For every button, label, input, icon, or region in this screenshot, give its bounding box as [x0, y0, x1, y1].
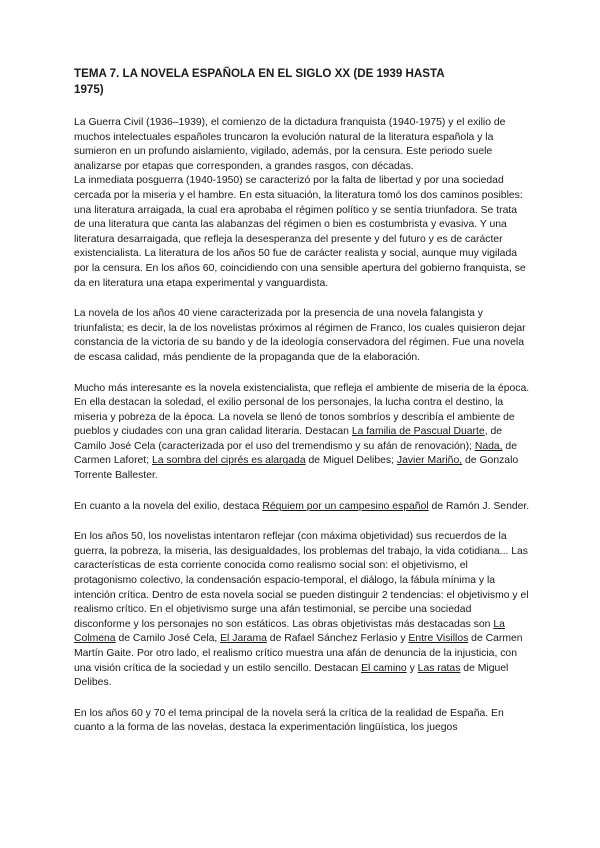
- paragraph-intro-1: La Guerra Civil (1936–1939), el comienzo de la dictadura franquista (1940-1975) y el exilio de muchos intelectuales españoles truncaron la evolución natural de la literatura española y la sumieron en un profundo aislamiento, vigilado, además, por la censura. Este periodo suele analizarse por etapas que corresponden, a grandes rasgos, con décadas.: [74, 117, 506, 172]
- paragraph-exile-novel: [74, 500, 530, 515]
- text: de Gonzalo Torrente Ballester.: [74, 455, 519, 482]
- text: de Ramón J. Sender.: [428, 500, 530, 512]
- text: y: [406, 662, 418, 674]
- paragraph-40s-novel: La novela de los años 40 viene caracterizada por la presencia de una novela falangista y triunfalista; es decir, la de los novelistas próximos al régimen de Franco, los cuales quisieron dejar constancia de la victoria de su bando y de la ideología conservadora del régimen. Fue una novela de escasa calidad, más pendiente de la propaganda que de la elaboración.: [74, 308, 526, 363]
- book-title-link: Las ratas: [417, 662, 461, 674]
- text: de Miguel Delibes.: [74, 662, 509, 689]
- book-title-link: La familia de Pascual Duarte: [351, 426, 485, 438]
- paragraph-intro-2: La inmediata posguerra (1940-1950) se caracterizó por la falta de libertad y por una sociedad cercada por la miseria y el hambre. En esta situación, la literatura tomó los dos caminos posibles: una literatura arraigada, la cual era aprobaba el régimen político y se sentía triunfadora. Se trata de una literatura que canta las alabanzas del régimen o bien es costumbrista y evasiva. Y una literatura desarraigada, que refleja la desesperanza del presente y del futuro y es de carácter existencialista. La literatura de los años 50 fue de carácter realista y social, aunque muy vigilada por la censura. En los años 60, coincidiendo con una sensible apertura del gobierno franquista, se da en literatura una etapa experimental y vanguardista.: [74, 175, 526, 289]
- text: En cuanto a la novela del exilio, destaca: [74, 500, 263, 512]
- text: En los años 50, los novelistas intentaron reflejar (con máxima objetividad) sus recuerdos de la guerra, la pobreza, la miseria, las desigualdades, los problemas del trabajo, la vida cotidiana... Las características de esta corriente conocida como realismo social son: el objetivismo, el protagonismo colectivo, la condensación espacio-temporal, el diálogo, la fábula mínima y la intención crítica. Dentro de esta novela social se pueden distinguir 2 tendencias: el objetivismo y el realismo crítico. En el objetivismo surge una afán testimonial, se percibe una sociedad disconforme y los personajes no son estáticos. Las obras objetivistas más destacadas son: [74, 531, 529, 630]
- text: de Camilo José Cela,: [115, 633, 221, 645]
- book-title-link: Réquiem por un campesino español: [262, 500, 429, 512]
- paragraph-60s-70s: En los años 60 y 70 el tema principal de la novela será la crítica de la realidad de España. En cuanto a la forma de las novelas, destaca la experimentación lingüística, los juegos: [74, 707, 504, 734]
- text: de Carmen Laforet;: [74, 440, 517, 467]
- text: de Carmen Martín Gaite. Por otro lado, el realismo crítico muestra una afán de denuncia de la injusticia, con una visión crítica de la sociedad y un estilo sencillo. Destacan: [74, 633, 523, 674]
- book-title-link: El Jarama: [220, 633, 267, 645]
- book-title-link: El camino: [361, 662, 407, 674]
- text: de Miguel Delibes;: [305, 455, 397, 467]
- page-title: TEMA 7. LA NOVELA ESPAÑOLA EN EL SIGLO XX (DE 1939 HASTA 1975): [74, 67, 445, 96]
- text: , de Camilo José Cela (caracterizada por el uso del tremendismo y su afán de renovación);: [74, 426, 503, 452]
- text: de Rafael Sánchez Ferlasio y: [266, 633, 409, 645]
- book-title-link: Javier Mariño,: [396, 455, 463, 467]
- book-title-link: La Colmena: [74, 618, 505, 645]
- paragraph-social-realism: [74, 530, 530, 691]
- text: Mucho más interesante es la novela existencialista, que refleja el ambiente de miseria de la época. En ella destacan la soledad, el exilio personal de los personajes, la lucha contra el destino, la miseria y pobreza de la época. La novela se llenó de tonos sombríos y describía el ambiente de pueblos y ciudades con una gran calidad literaria. Destacan: [74, 382, 530, 438]
- book-title-link: Entre Visillos: [408, 633, 469, 645]
- paragraph-existentialist-novel: [74, 382, 530, 484]
- book-title-link: Nada,: [474, 440, 503, 452]
- book-title-link: La sombra del ciprés es alargada: [151, 455, 306, 467]
